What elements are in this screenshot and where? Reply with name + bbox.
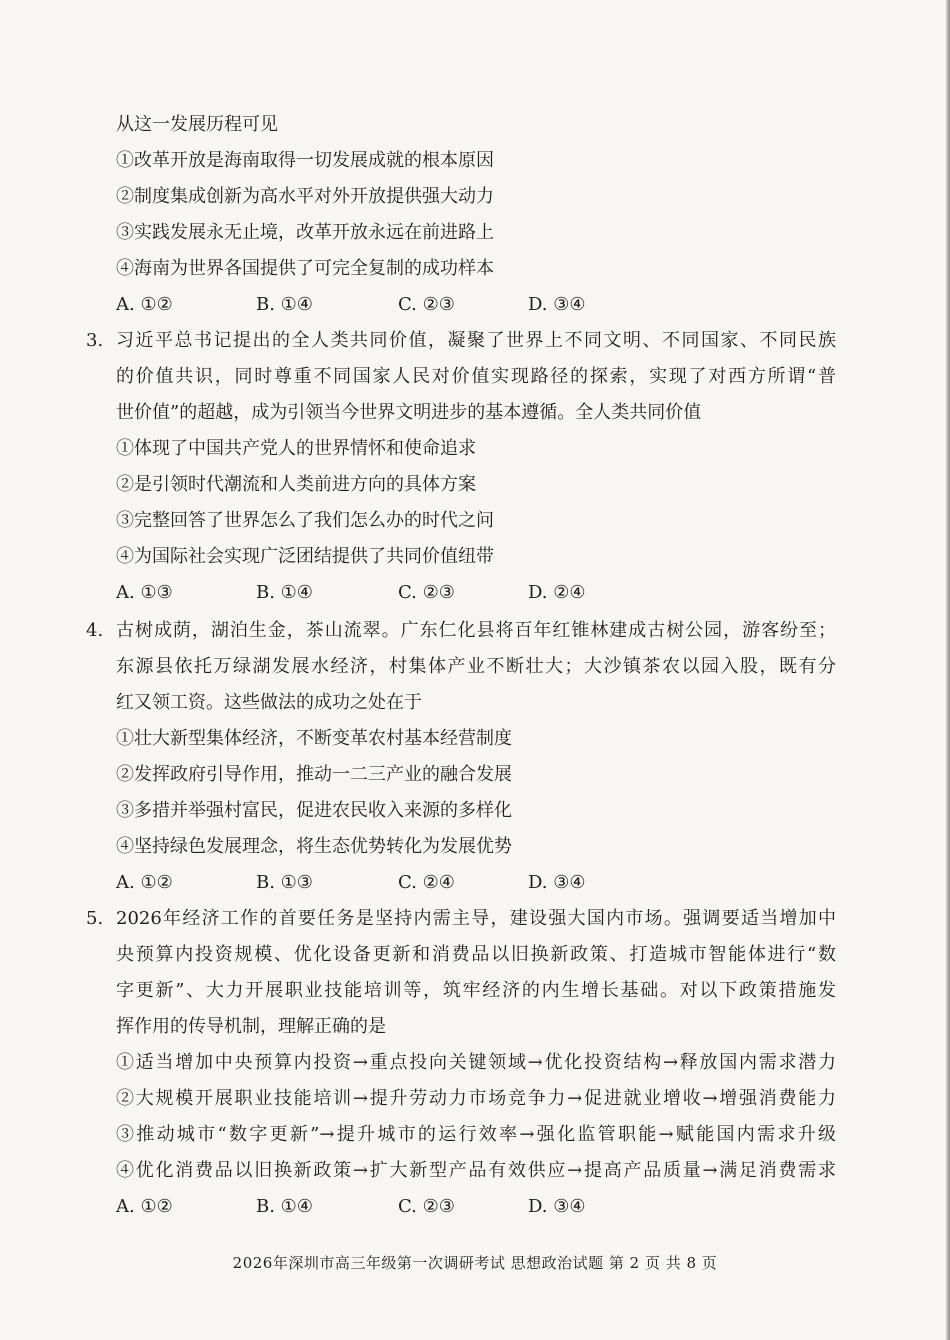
q3-stem-line-2: 的价值共识，同时尊重不同国家人民对价值实现路径的探索，实现了对西方所谓“普 xyxy=(116,366,836,387)
q2-choice-c: C. ②③ xyxy=(398,294,455,315)
q4-option-2: ②发挥政府引导作用，推动一二三产业的融合发展 xyxy=(116,764,512,785)
q3-choice-b: B. ①④ xyxy=(256,582,313,603)
q3-number: 3. xyxy=(86,330,104,351)
q4-stem-line-2: 东源县依托万绿湖发展水经济，村集体产业不断壮大；大沙镇茶农以园入股，既有分 xyxy=(116,656,836,677)
q3-choice-a: A. ①③ xyxy=(116,582,173,603)
q5-option-1: ①适当增加中央预算内投资→重点投向关键领域→优化投资结构→释放国内需求潜力 xyxy=(116,1052,836,1073)
q2-stem: 从这一发展历程可见 xyxy=(116,114,278,135)
q5-option-4: ④优化消费品以旧换新政策→扩大新型产品有效供应→提高产品质量→满足消费需求 xyxy=(116,1160,836,1181)
q3-choice-d: D. ②④ xyxy=(528,582,586,603)
q4-option-1: ①壮大新型集体经济，不断变革农村基本经营制度 xyxy=(116,728,512,749)
q3-option-4: ④为国际社会实现广泛团结提供了共同价值纽带 xyxy=(116,546,494,567)
q2-option-2: ②制度集成创新为高水平对外开放提供强大动力 xyxy=(116,186,494,207)
q4-option-4: ④坚持绿色发展理念，将生态优势转化为发展优势 xyxy=(116,836,512,857)
q2-option-1: ①改革开放是海南取得一切发展成就的根本原因 xyxy=(116,150,494,171)
q4-stem-line-3: 红又领工资。这些做法的成功之处在于 xyxy=(116,692,422,713)
q2-choice-b: B. ①④ xyxy=(256,294,313,315)
q3-option-1: ①体现了中国共产党人的世界情怀和使命追求 xyxy=(116,438,476,459)
q3-option-3: ③完整回答了世界怎么了我们怎么办的时代之问 xyxy=(116,510,494,531)
q5-choice-c: C. ②③ xyxy=(398,1196,455,1217)
q3-stem-line-1: 习近平总书记提出的全人类共同价值，凝聚了世界上不同文明、不同国家、不同民族 xyxy=(116,330,836,351)
q2-option-4: ④海南为世界各国提供了可完全复制的成功样本 xyxy=(116,258,494,279)
q2-choice-a: A. ①② xyxy=(116,294,173,315)
q4-number: 4. xyxy=(86,620,104,641)
q5-stem-line-4: 挥作用的传导机制，理解正确的是 xyxy=(116,1016,386,1037)
q3-choice-c: C. ②③ xyxy=(398,582,455,603)
page-footer: 2026年深圳市高三年级第一次调研考试 思想政治试题 第 2 页 共 8 页 xyxy=(232,1254,718,1272)
q4-choice-d: D. ③④ xyxy=(528,872,586,893)
q5-option-3: ③推动城市“数字更新”→提升城市的运行效率→强化监管职能→赋能国内需求升级 xyxy=(116,1124,836,1145)
q5-number: 5. xyxy=(86,908,104,929)
q5-option-2: ②大规模开展职业技能培训→提升劳动力市场竞争力→促进就业增收→增强消费能力 xyxy=(116,1088,836,1109)
q4-choice-a: A. ①② xyxy=(116,872,173,893)
q5-stem-line-2: 央预算内投资规模、优化设备更新和消费品以旧换新政策、打造城市智能体进行“数 xyxy=(116,944,836,965)
q5-choice-a: A. ①② xyxy=(116,1196,173,1217)
q4-choice-c: C. ②④ xyxy=(398,872,455,893)
q5-stem-line-1: 2026年经济工作的首要任务是坚持内需主导，建设强大国内市场。强调要适当增加中 xyxy=(116,908,836,929)
scan-edge-shadow xyxy=(946,0,950,1340)
q4-option-3: ③多措并举强村富民，促进农民收入来源的多样化 xyxy=(116,800,512,821)
q3-option-2: ②是引领时代潮流和人类前进方向的具体方案 xyxy=(116,474,476,495)
q4-choice-b: B. ①③ xyxy=(256,872,313,893)
q4-stem-line-1: 古树成荫，湖泊生金，茶山流翠。广东仁化县将百年红锥林建成古树公园，游客纷至； xyxy=(116,620,836,641)
q2-option-3: ③实践发展永无止境，改革开放永远在前进路上 xyxy=(116,222,494,243)
q3-stem-line-3: 世价值”的超越，成为引领当今世界文明进步的基本遵循。全人类共同价值 xyxy=(116,402,702,423)
q2-choice-d: D. ③④ xyxy=(528,294,586,315)
q5-stem-line-3: 字更新”、大力开展职业技能培训等，筑牢经济的内生增长基础。对以下政策措施发 xyxy=(116,980,836,1001)
q5-choice-d: D. ③④ xyxy=(528,1196,586,1217)
q5-choice-b: B. ①④ xyxy=(256,1196,313,1217)
